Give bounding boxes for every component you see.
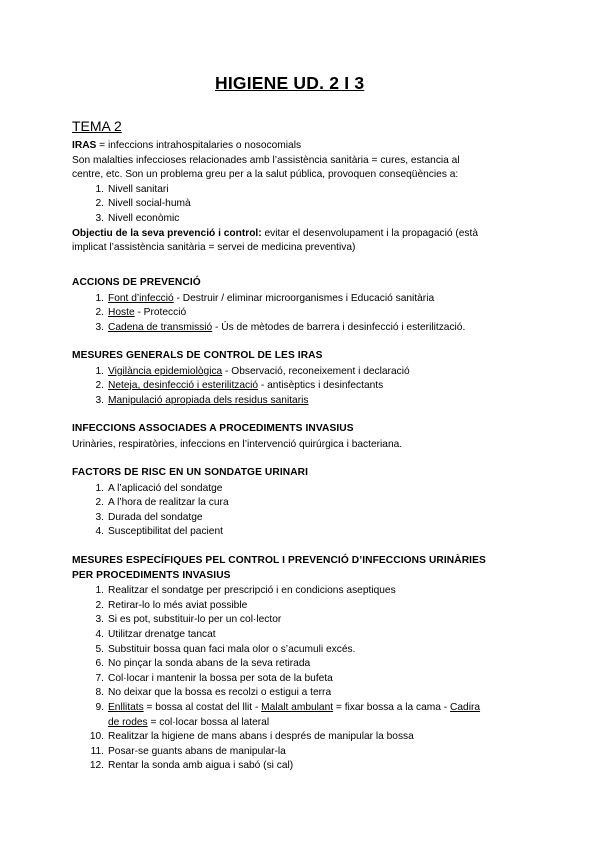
accions-list	[72, 292, 532, 336]
list-item: 11. Posar-se guants abans de manipular-la	[90, 745, 286, 757]
factors-section	[72, 466, 532, 540]
infeccions-section	[72, 422, 532, 452]
list-item: 1. Font d’infecció - Destruir / eliminar microorganismes i Educació sanitària	[95, 292, 435, 304]
list-item: 1. A l’aplicació del sondatge	[95, 482, 223, 494]
list-item: 7. Col·locar i mantenir la bossa per sota de la bufeta	[95, 672, 333, 684]
document-title: HIGIENE UD. 2 I 3	[215, 73, 365, 93]
list-item: 8. No deixar que la bossa es recolzi o estigui a terra	[95, 687, 332, 699]
list-item: 9. Enllitats = bossa al costat del llit - Malalt ambulant = fixar bossa a la cama - Cadira de rodes = col·locar bossa al lateral	[95, 701, 481, 728]
mesures-generals-heading: MESURES GENERALS DE CONTROL DE LES IRAS	[72, 350, 323, 361]
iras-objective-cont: implicat l’assistència sanitària = servei de medicina preventiva)	[72, 242, 356, 254]
iras-term: IRAS	[72, 140, 97, 151]
iras-section	[72, 139, 532, 256]
list-item: 3. Manipulació apropiada dels residus sanitaris	[95, 394, 309, 406]
list-item: 1. Nivell sanitari	[95, 183, 169, 195]
list-item: 5. Substituir bossa quan faci mala olor o s’acumuli excés.	[95, 643, 356, 655]
especifiques-heading-1: MESURES ESPECÍFIQUES PEL CONTROL I PREVENCIÓ D’INFECCIONS URINÀRIES	[72, 555, 486, 566]
list-item: 1. Vigilància epidemiològica - Observació, reconeixement i declaració	[95, 365, 410, 377]
iras-desc-2: centre, etc. Son un problema greu per a la salut pública, provoquen conseqüències a:	[72, 169, 459, 181]
objective-label: Objectiu de la seva prevenció i control:	[72, 227, 262, 239]
factors-list	[72, 482, 532, 540]
accions-heading: ACCIONS DE PREVENCIÓ	[72, 277, 201, 288]
list-item: 3. Nivell econòmic	[95, 212, 180, 224]
list-item: 2. Neteja, desinfecció i esterilització - antisèptics i desinfectants	[95, 380, 384, 392]
section-title-tema-2: TEMA 2	[72, 118, 122, 134]
mesures-generals-list	[72, 365, 532, 409]
list-item: 3. Durada del sondatge	[95, 511, 203, 523]
especifiques-section	[72, 554, 532, 774]
accions-section	[72, 276, 532, 335]
iras-objective: Objectiu de la seva prevenció i control: evitar el desenvolupament i la propagació (està	[72, 227, 479, 239]
list-item: 6. No pinçar la sonda abans de la seva retirada	[95, 658, 311, 670]
iras-definition	[72, 139, 532, 154]
list-item: 10. Realitzar la higiene de mans abans i després de manipular la bossa	[89, 731, 414, 743]
infeccions-text: Urinàries, respiratòries, infeccions en l’intervenció quirúrgica i bacteriana.	[72, 438, 403, 450]
infeccions-heading: INFECCIONS ASSOCIADES A PROCEDIMENTS INVASIUS	[72, 423, 354, 434]
factors-heading: FACTORS DE RISC EN UN SONDATGE URINARI	[72, 467, 309, 478]
especifiques-heading-2: PER PROCEDIMENTS INVASIUS	[72, 569, 231, 581]
list-item: 4. Utilitzar drenatge tancat	[95, 628, 216, 640]
iras-levels-list	[72, 183, 532, 227]
especifiques-list	[72, 584, 532, 774]
list-item: 2. Hoste - Protecció	[95, 307, 187, 319]
list-item: 12. Rentar la sonda amb aigua i sabó (si cal)	[89, 760, 294, 772]
list-item: 3. Si es pot, substituir-lo per un col·lector	[95, 614, 282, 626]
list-item: 4. Susceptibilitat del pacient	[95, 526, 223, 538]
mesures-generals-section	[72, 349, 532, 408]
list-item: 3. Cadena de transmissió - Ús de mètodes de barrera i desinfecció i esterilització.	[95, 321, 466, 333]
list-item: 2. Nivell social-humà	[95, 198, 191, 210]
list-item: 2. A l’hora de realitzar la cura	[95, 497, 229, 509]
iras-definition-text: = infeccions intrahospitalaries o nosocomials	[96, 140, 302, 151]
list-item: 1. Realitzar el sondatge per prescripció i en condicions aseptiques	[95, 585, 396, 597]
iras-desc-1: Son malalties infeccioses relacionades amb l’assistència sanitària = cures, estancia al	[72, 154, 460, 166]
list-item: 2. Retirar-lo lo més aviat possible	[95, 599, 248, 611]
